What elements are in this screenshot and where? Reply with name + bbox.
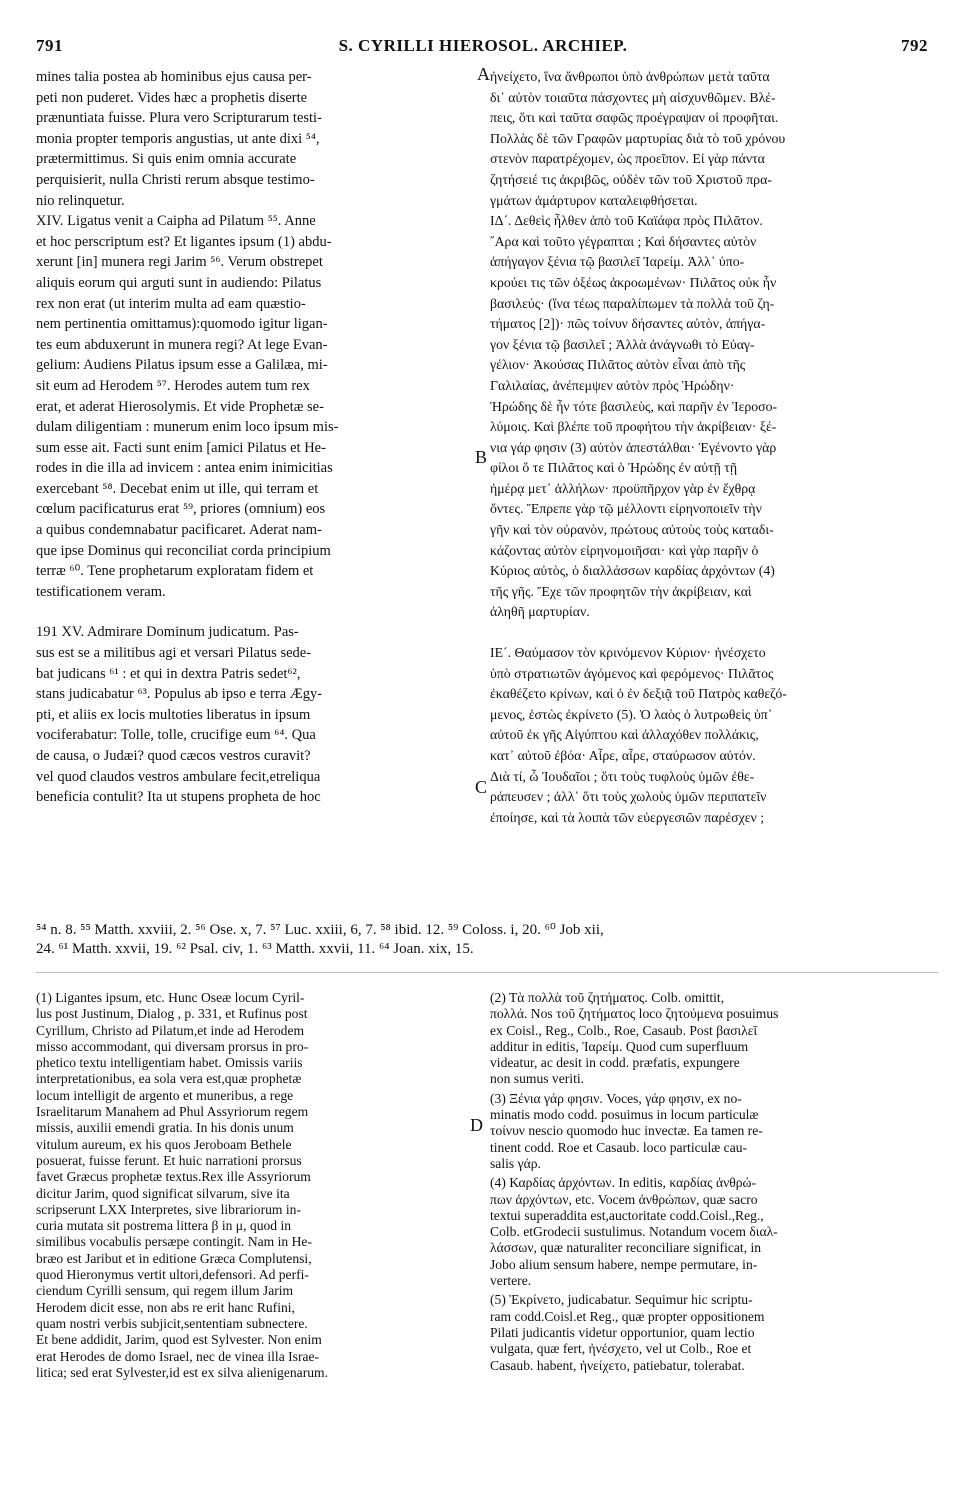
page-number-left: 791	[36, 36, 63, 55]
margin-marker-a: A	[477, 64, 490, 84]
latin-column	[36, 67, 473, 808]
greek-paragraph-intro: ἠνείχετο, ἵνα ἄνθρωποι ὑπὸ ἀνθρώπων μετὰ ταῦτα δι᾽ αὐτὸν τοιαῦτα πάσχοντες μὴ αἰσχυνθῶμεν. Βλέ- πεις, ὅτι καὶ ταῦτα σαφῶς προέγραψαν οἱ προφῆται. Πολλὰς δὲ τῶν Γραφῶν μαρτυρίας διὰ τὸ τοῦ χρόνου στενὸν παρατρέχομεν, ὡς προεῖπον. Εἰ γὰρ πάντα ζητήσειέ τις ἀκριβῶς, οὐδὲν τῶν τοῦ Χριστοῦ πρα- γμάτων ἀμάρτυρον καταλειφθήσεται.	[490, 69, 786, 208]
latin-paragraph-xiv: XIV. Ligatus venit a Caipha ad Pilatum ⁵⁵. Anne et hoc perscriptum est? Et ligantes ipsum (1) abdu- xerunt [in] munera regi Jarim ⁵⁶. Verum obstrepet aliquis eorum qui arguti sunt in audiendo: Pilatus rex non erat (ut interim multa ad eam quæstio- nem pertinentia omittamus):quomodo igitur ligan- tes eum abduxerunt in munera regi? At lege Evan- gelium: Audiens Pilatus ipsum esse a Galilæa, mi- sit eum ad Herodem ⁵⁷. Herodes autem tum rex erat, et aderat Hierosolymis. Et vide Prophetæ se- dulam diligentiam : munerum enim loco ipsum mis- sum esse ait. Facti sunt enim [amici Pilatus et He- rodes in die illa ad invicem : antea enim inimicitias exercebant ⁵⁸. Decebat enim ut ille, qui terram et cœlum pacificaturus erat ⁵⁹, priores (omnium) eos a quibus condemnabatur pacificaret. Aderat nam- que ipse Dominus qui reconciliat corda principium terræ ⁶⁰. Tene prophetarum exploratam fidem et testificationem veram.	[36, 213, 339, 600]
footnote-1: (1) Ligantes ipsum, etc. Hunc Oseæ locum Cyril- lus post Justinum, Dialog , p. 331, et Rufinus post Cyrillum, Christo ad Pilatum,et inde ad Herodem misso accommodant, qui diversam prorsus in pro- phetico textu intelligentiam habet. Omissis variis interpretationibus, ea sola vera est,quæ prophetæ locum intelligit de argento et muneribus, a rege Israelitarum Manahem ad Phul Assyriorum regem missis, auxilii emendi gratia. In his donis unum vitulum aureum, ex his quos Jeroboam Bethele posuerat, fuisse ferunt. Et huic narrationi prorsus favet Græcus prophetæ textus.Rex ille Assyriorum dicitur Jarim, quod significat silvarum, sive ita scripserunt LXX Interpretes, sive librariorum in- curia mutata sit postrema littera β in μ, quod in similibus vocabulis persæpe contingit. Nam in He- bræo est Jaribut et in editione Græca Complutensi, quod Hieronymus vertit ultori,defensori. Ad perfi- ciendum Cyrilli sensum, qui regem illum Jarim Herodem dicit esse, non abs re erit hanc Rufini, quam nostri verbis subjicit,sententiam subnectere. Et bene addidit, Jarim, quod est Sylvester. Non enim erat Herodes de domo Israel, nec de vinea illa Israe- litica; sed erat Sylvester,id est ex silva alienigenarum.	[36, 990, 329, 1380]
margin-marker-b: B	[475, 447, 488, 467]
footnote-4: (4) Καρδίας ἀρχόντων. In editis, καρδίας ἀνθρώ- πων ἀρχόντων, etc. Vocem ἀνθρώπων, quæ sacro textui superaddita est,auctoritate codd.Coisl.,Reg., Colb. etGrodecii sustulimus. Notandum vocem διαλ- λάσσων, quæ naturaliter reconciliare significat, in Jobo alium sensum habere, nempe permutare, in- vertere.	[490, 1175, 778, 1289]
footnote-3: (3) Ξένια γάρ φησιν. Voces, γάρ φησιν, ex no- minatis modo codd. posuimus in locum particulæ τοίνυν nescio quomodo huc invectæ. Ea tamen re- tinent codd. Roe et Casaub. loco particulæ cau- salis γάρ.	[490, 1090, 763, 1171]
footnote-2: (2) Τὰ πολλὰ τοῦ ζητήματος. Colb. omittit, πολλά. Nos τοῦ ζητήματος loco ζητούμενα posuimus ex Coisl., Reg., Colb., Roe, Casaub. Post βασιλεῖ additur in editis, Ἰαρείμ. Quod cum superfluum videatur, ac desit in codd. præfatis, expungere non sumus veriti.	[490, 990, 779, 1087]
scripture-references-line-1: ⁵⁴ n. 8. ⁵⁵ Matth. xxviii, 2. ⁵⁶ Ose. x, 7. ⁵⁷ Luc. xxiii, 6, 7. ⁵⁸ ibid. 12. ⁵⁹ Coloss. i, 20. ⁶⁰ Job xii,	[36, 922, 604, 938]
footnotes-left-column	[36, 990, 468, 1381]
scripture-references-line-2: 24. ⁶¹ Matth. xxvii, 19. ⁶² Psal. civ, 1. ⁶³ Matth. xxvii, 11. ⁶⁴ Joan. xix, 15.	[36, 941, 474, 957]
running-title: S. CYRILLI HIEROSOL. ARCHIEP.	[338, 36, 628, 55]
footnote-5: (5) Ἐκρίνετο, judicabatur. Sequimur hic scriptu- ram codd.Coisl.et Reg., quæ propter oppositionem Pilati judicantis videtur opportunior, quam lectio vulgata, quæ fert, ἠνέσχετο, vel ut Colb., Roe et Casaub. habent, ἠνείχετο, patiebatur, tolerabat.	[490, 1292, 765, 1373]
margin-marker-c: C	[475, 777, 488, 797]
latin-paragraph-intro: mines talia postea ab hominibus ejus causa per- peti non puderet. Vides hæc a prophetis diserte prænuntiata fuisse. Plura vero Scripturarum testi- monia propter temporis angustias, ut ante dixi ⁵⁴, prætermittimus. Si quis enim omnia accurate perquisierit, nulla Christi rerum absque testimo- nio relinquetur.	[36, 69, 322, 209]
latin-paragraph-xv: 191 XV. Admirare Dominum judicatum. Pas- sus est se a militibus agi et versari Pilatus sede- bat judicans ⁶¹ : et qui in dextra Patris sedet⁶², stans judicabatur ⁶³. Populus ab ipso e terra Ægy- pti, et aliis ex locis multoties liberatus in ipsum vociferabatur: Tolle, tolle, crucifige eum ⁶⁴. Qua de causa, o Judæi? quod cæcos vestros curavit? vel quod claudos vestros ambulare fecit,etreliqua beneficia contulit? Ita ut stupens propheta de hoc	[36, 624, 323, 806]
greek-paragraph-xv: ΙΕ´. Θαύμασον τὸν κρινόμενον Κύριον· ἠνέσχετο ὑπὸ στρατιωτῶν ἀγόμενος καὶ φερόμενος· Πιλᾶτος ἐκαθέζετο κρίνων, καὶ ὁ ἐν δεξιᾷ τοῦ Πατρὸς καθεζό- μενος, ἑστὼς ἐκρίνετο (5). Ὁ λαὸς ὁ λυτρωθεὶς ὑπ᾽ αὐτοῦ ἐκ γῆς Αἰγύπτου καὶ ἀλλαχόθεν πολλάκις, κατ᾽ αὐτοῦ ἐβόα· Αἶρε, αἶρε, σταύρωσον αὐτόν. Διὰ τί, ὦ Ἰουδαῖοι ; ὅτι τοὺς τυφλοὺς ὑμῶν ἐθε- ράπευσεν ; ἀλλ᾽ ὅτι τοὺς χωλοὺς ὑμῶν περιπατεῖν ἐποίησε, καὶ τὰ λοιπὰ τῶν εὐεργεσιῶν παρέσχεν ;	[490, 645, 787, 825]
greek-paragraph-xiv: ΙΔ´. Δεθεὶς ἦλθεν ἀπὸ τοῦ Καϊάφα πρὸς Πιλᾶτον. ῎Αρα καὶ τοῦτο γέγραπται ; Καὶ δήσαντες αὐτὸν ἀπήγαγον ξένια τῷ βασιλεῖ Ἰαρείμ. Ἀλλ᾽ ὑπο- κρούει τις τῶν ὀξέως ἀκροωμένων· Πιλᾶτος οὐκ ἦν βασιλεύς· (ἵνα τέως παραλίπωμεν τὰ πολλὰ τοῦ ζη- τήματος [2])· πῶς τοίνυν δήσαντες αὐτὸν, ἀπήγα- γον ξένια τῷ βασιλεῖ ; Ἀλλὰ ἀνάγνωθι τὸ Εὐαγ- γέλιον· Ἀκούσας Πιλᾶτος αὐτὸν εἶναι ἀπὸ τῆς Γαλιλαίας, ἀνέπεμψεν αὐτὸν πρὸς Ἡρώδην· Ἡρώδης δὲ ἦν τότε βασιλεὺς, καὶ παρῆν ἐν Ἱεροσο- λύμοις. Καὶ βλέπε τοῦ προφήτου τὴν ἀκρίβειαν· ξέ- νια γάρ φησιν (3) αὐτὸν ἀπεστάλθαι· Ἐγένοντο γὰρ φίλοι ὅ τε Πιλᾶτος καὶ ὁ Ἡρώδης ἐν αὐτῇ τῇ ἡμέρᾳ μετ᾽ ἀλλήλων· προϋπῆρχον γὰρ ἐν ἔχθρᾳ ὄντες. Ἔπρεπε γὰρ τῷ μέλλοντι εἰρηνοποιεῖν τὴν γῆν καὶ τὸν οὐρανὸν, πρώτους αὐτοὺς τοὺς καταδι- κάζοντας αὐτὸν εἰρηνομοιῆσαι· καὶ γὰρ παρῆν ὁ Κύριος αὐτὸς, ὁ διαλλάσσων καρδίας ἀρχόντων (4) τῆς γῆς. Ἔχε τῶν προφητῶν τὴν ἀκρίβειαν, καὶ ἀληθῆ μαρτυρίαν.	[490, 213, 778, 620]
page-number-right: 792	[901, 36, 928, 55]
footnotes-right-column	[490, 990, 938, 1374]
margin-marker-d: D	[470, 1115, 483, 1135]
footnote-separator	[36, 972, 938, 973]
greek-column	[490, 67, 937, 828]
